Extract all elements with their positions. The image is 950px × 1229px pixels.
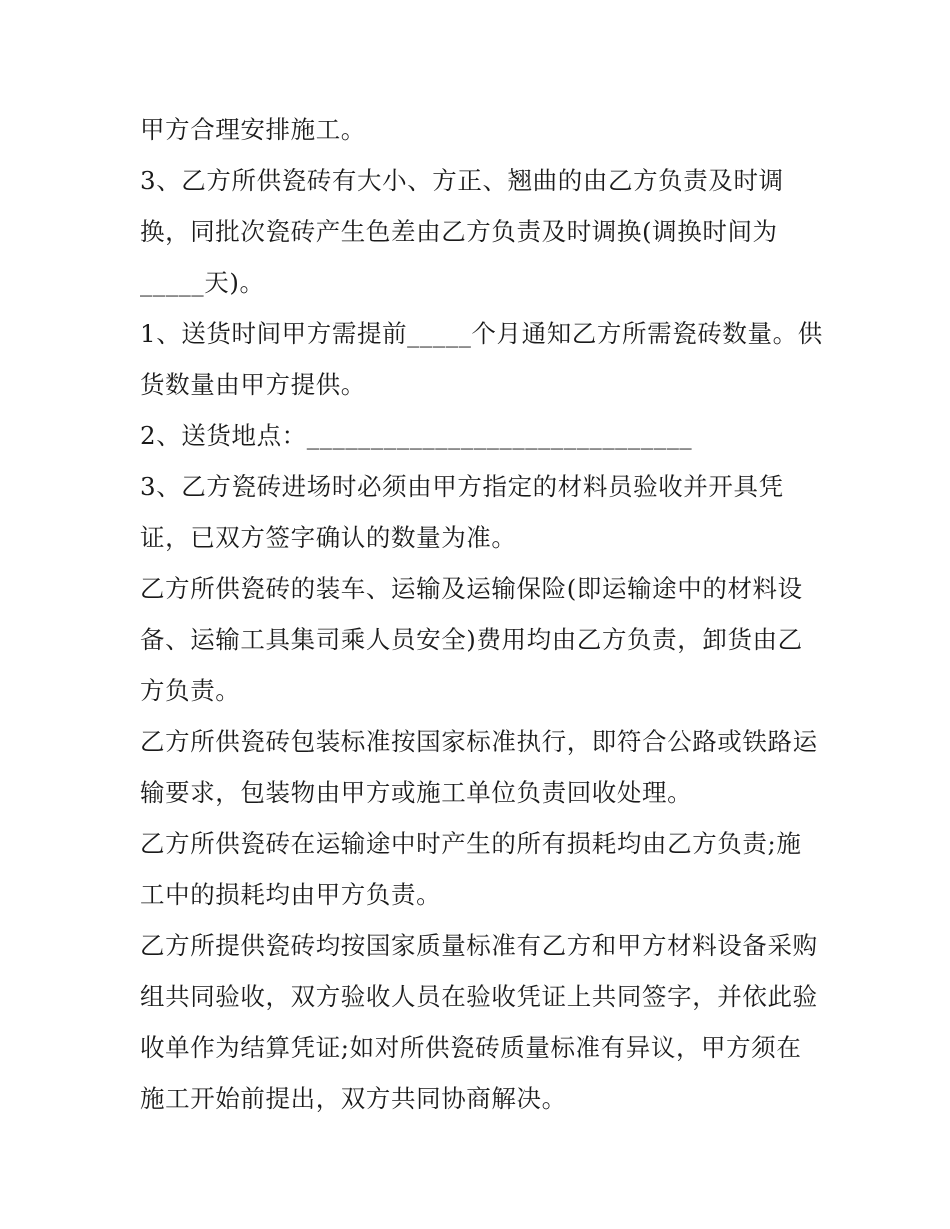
text-line: 3、乙方瓷砖进场时必须由甲方指定的材料员验收并开具凭 bbox=[140, 472, 784, 501]
text-line: 3、乙方所供瓷砖有大小、方正、翘曲的由乙方负责及时调 bbox=[140, 166, 784, 195]
text-line: 换，同批次瓷砖产生色差由乙方负责及时调换(调换时间为 bbox=[140, 217, 778, 246]
text-line: 乙方所供瓷砖包装标准按国家标准执行，即符合公路或铁路运 bbox=[140, 727, 818, 756]
text-line: 乙方所供瓷砖的装车、运输及运输保险(即运输途中的材料设 bbox=[140, 574, 803, 603]
text-line: 甲方合理安排施工。 bbox=[140, 115, 366, 144]
text-line: 收单作为结算凭证;如对所供瓷砖质量标准有异议，甲方须在 bbox=[140, 1033, 802, 1062]
text-line: 乙方所提供瓷砖均按国家质量标准有乙方和甲方材料设备采购 bbox=[140, 931, 818, 960]
text-line: _____天)。 bbox=[140, 268, 265, 297]
text-line: 工中的损耗均由甲方负责。 bbox=[140, 880, 442, 909]
text-line: 货数量由甲方提供。 bbox=[140, 370, 366, 399]
text-line: 施工开始前提出，双方共同协商解决。 bbox=[140, 1084, 567, 1113]
text-line: 乙方所供瓷砖在运输途中时产生的所有损耗均由乙方负责;施 bbox=[140, 829, 802, 858]
text-line: 证，已双方签字确认的数量为准。 bbox=[140, 523, 517, 552]
text-line: 2、送货地点：______________________________ bbox=[140, 421, 693, 450]
text-line: 备、运输工具集司乘人员安全)费用均由乙方负责，卸货由乙 bbox=[140, 625, 803, 654]
text-line: 组共同验收，双方验收人员在验收凭证上共同签字，并依此验 bbox=[140, 982, 818, 1011]
document-body bbox=[140, 104, 823, 1124]
text-line: 1、送货时间甲方需提前_____个月通知乙方所需瓷砖数量。供 bbox=[140, 319, 823, 348]
text-line: 方负责。 bbox=[140, 676, 241, 705]
text-line: 输要求，包装物由甲方或施工单位负责回收处理。 bbox=[140, 778, 693, 807]
